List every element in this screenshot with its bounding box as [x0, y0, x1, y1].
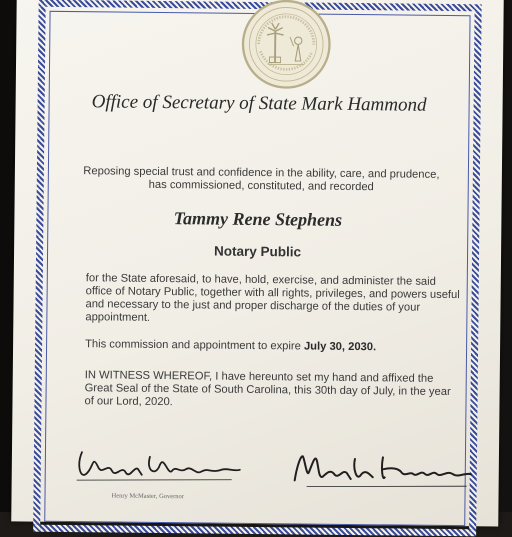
- office-title: Office of Secretary of State Mark Hammond: [16, 90, 503, 117]
- secretary-signature: [287, 446, 477, 494]
- certificate: [11, 0, 504, 527]
- intro-line-1: Reposing special trust and confidence in the ability, care, and prudence,: [63, 165, 460, 182]
- appointee-name: Tammy Rene Stephens: [14, 206, 501, 232]
- powers-paragraph: for the State aforesaid, to have, hold, exercise, and administer the said office of Notary Public, together with all rights, privileges, and powers useful and necessary to the just and proper discharge of the duties of your appointment.: [85, 272, 461, 328]
- witness-paragraph: IN WITNESS WHEREOF, I have hereunto set my hand and affixed the Great Seal of the State of South Carolina, this 30th day of July, in the year of our Lord, 2020.: [84, 369, 459, 412]
- expiry-date: July 30, 2030.: [304, 340, 376, 353]
- governor-caption: Henry McMaster, Governor: [111, 492, 184, 500]
- expiry-prefix: This commission and appointment to expire: [85, 338, 304, 352]
- commission-title: Notary Public: [14, 241, 501, 261]
- state-seal-icon: [240, 0, 333, 91]
- intro-line-2: has commissioned, constituted, and recorded: [63, 178, 460, 195]
- governor-signature: [72, 444, 247, 488]
